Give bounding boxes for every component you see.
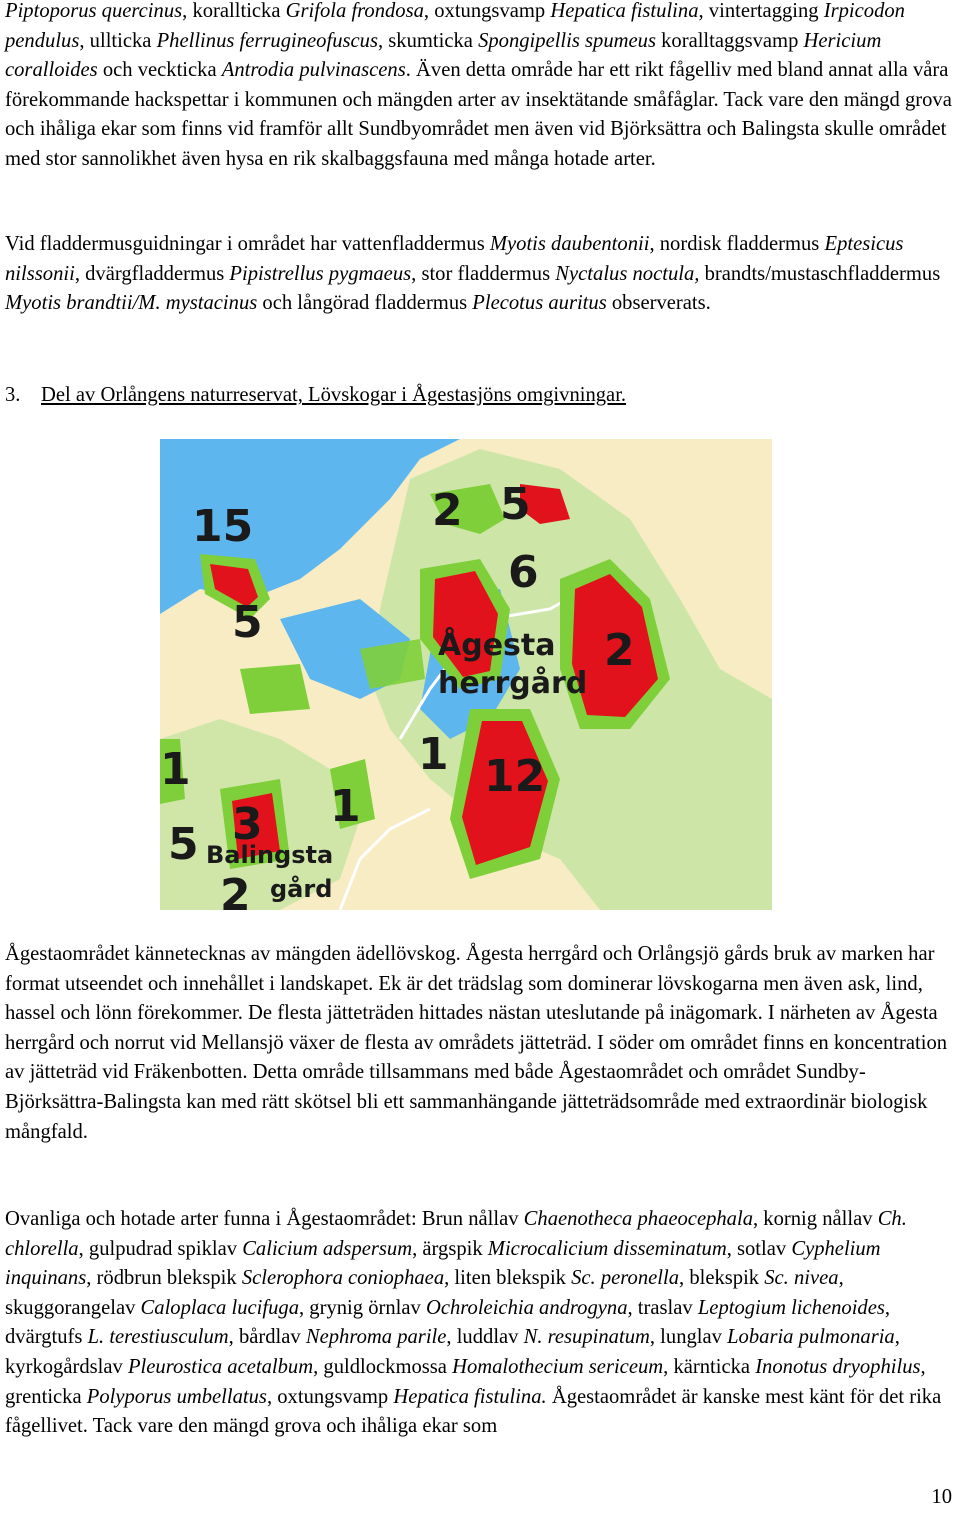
text-run: , traslav: [627, 1296, 698, 1319]
text-run: Vid fladdermusguidningar i området har vattenfladdermus: [5, 233, 490, 255]
text-run: , ärgspik: [412, 1237, 488, 1260]
text-run: , lunglav: [649, 1326, 728, 1349]
count-label: 15: [192, 501, 254, 552]
text-run: , vintertagging: [698, 0, 824, 22]
place-label-herrgard: herrgård: [438, 666, 588, 701]
text-run: , gulpudrad spiklav: [78, 1237, 243, 1260]
italic-species-name: Inonotus dryophilus: [755, 1355, 921, 1378]
italic-species-name: N. resupinatum: [523, 1326, 650, 1349]
text-run: , ullticka: [79, 29, 157, 52]
area-buffer: [240, 664, 310, 714]
italic-species-name: Nyctalus noctula,: [555, 262, 700, 285]
italic-species-name: Chaenotheca phaeocephala: [523, 1208, 753, 1230]
text-run: , kornig nållav: [753, 1208, 878, 1230]
text-run: , oxtungsvamp: [266, 1385, 394, 1408]
italic-species-name: Leptogium lichenoides: [697, 1296, 885, 1319]
text-run: , blekspik: [679, 1267, 765, 1290]
page-number: 10: [931, 1486, 952, 1508]
text-run: , grynig örnlav: [299, 1296, 426, 1319]
text-run: , oxtungsvamp: [423, 0, 551, 22]
text-run: , bårdlav: [228, 1326, 306, 1349]
italic-species-name: Piptoporus quercinus: [5, 0, 183, 22]
text-run: koralltaggsvamp: [655, 29, 804, 52]
italic-species-name: Plecotus auritus: [472, 292, 607, 315]
count-label: 2: [432, 485, 463, 536]
text-run: , dvärgtufs: [5, 1296, 891, 1349]
italic-species-name: Lobaria pulmonaria: [727, 1326, 895, 1349]
count-label: 3: [232, 799, 263, 850]
text-run: observerats.: [606, 292, 711, 315]
text-run: Ågestaområdet är kanske mest känt för det rika fågellivet. Tack vare den mängd grova och ihåliga ekar som: [5, 1385, 942, 1438]
section-heading: [5, 381, 626, 411]
intro-paragraph: [5, 0, 955, 175]
place-label-balingsta: Balingsta: [206, 841, 334, 869]
italic-species-name: Calicium adspersum: [242, 1237, 413, 1260]
italic-species-name: Eptesicus nilssonii: [5, 233, 904, 285]
count-label: 2: [604, 625, 635, 676]
italic-species-name: Phellinus ferrugineofuscus: [156, 29, 378, 52]
italic-species-name: Cyphelium inquinans: [5, 1237, 881, 1290]
text-run: och veckticka: [97, 59, 222, 82]
italic-species-name: Pleurostica acetalbum: [127, 1355, 314, 1378]
italic-species-name: Caloplaca lucifuga: [140, 1296, 299, 1319]
text-run: , grenticka: [5, 1355, 926, 1408]
bat-paragraph: [5, 230, 955, 319]
count-label: 5: [168, 819, 199, 870]
italic-species-name: Microcalicium disseminatum: [487, 1237, 727, 1260]
count-label: 1: [330, 781, 361, 832]
count-label: 12: [484, 751, 546, 802]
agesta-map: [160, 439, 772, 910]
text-run: , luddlav: [446, 1326, 524, 1349]
italic-species-name: Ochroleichia androgyna: [425, 1296, 628, 1319]
text-run: , stor fladdermus: [411, 262, 556, 285]
count-label: 1: [160, 744, 191, 795]
place-label-gard: gård: [270, 875, 333, 903]
text-run: , sotlav: [726, 1237, 792, 1260]
text-run: , liten blekspik: [444, 1267, 572, 1290]
italic-species-name: Ch. chlorella: [5, 1208, 907, 1260]
italic-species-name: Spongipellis spumeus: [478, 29, 656, 52]
place-label-agesta: Ågesta: [438, 628, 556, 663]
italic-species-name: Homalothecium sericeum: [452, 1355, 664, 1378]
text-run: , kyrkogårdslav: [5, 1326, 900, 1378]
italic-species-name: Sc. nivea: [764, 1267, 839, 1290]
text-run: , kärnticka: [663, 1355, 756, 1378]
text-run: , guldlockmossa: [313, 1355, 453, 1378]
italic-species-name: Antrodia pulvinascens: [221, 59, 406, 82]
italic-species-name: Sc. peronella: [571, 1267, 680, 1290]
italic-species-name: Polyporus umbellatus: [86, 1385, 267, 1408]
text-run: och långörad fladdermus: [257, 292, 473, 315]
text-run: , korallticka: [182, 0, 286, 22]
text-run: Ågestaområdet kännetecknas av mängden ädellövskog. Ågesta herrgård och Orlångsjö gårds bruk av marken har format utseendet och innehållet i landskapet. Ek är det trädslag som dominerar lövskogarna men även ask, lind, hassel och lönn förekommer. De flesta jätteträden hittades nästan uteslutande på inägomark. I närheten av Ågesta herrgård och norrut vid Mellansjö växer de flesta av områdets jätteträd. I söder om området finns en koncentration av jätteträd vid Fräkenbotten. Detta område tillsammans med både Ågestaområdet och området Sundby-Björksättra-Balingsta kan med rätt skötsel bli ett sammanhängande jätteträdsområde med extraordinär biologisk mångfald.: [5, 943, 948, 1143]
text-run: Ovanliga och hotade arter funna i Ågestaområdet: Brun nållav: [5, 1208, 524, 1230]
text-run: brandts/mustaschfladdermus: [699, 262, 941, 285]
description-paragraph: [5, 940, 955, 1147]
section-title: Del av Orlångens naturreservat, Lövskogar i Ågestasjöns omgivningar.: [41, 384, 627, 406]
italic-species-name: Hepatica fistulina.: [393, 1385, 547, 1408]
text-run: , skuggorangelav: [5, 1267, 844, 1319]
count-label: 5: [232, 597, 263, 648]
italic-species-name: Hericium coralloides: [5, 29, 882, 82]
italic-species-name: Pipistrellus pygmaeus: [229, 262, 412, 285]
count-label: 6: [508, 547, 539, 598]
italic-species-name: L. terestiusculum: [87, 1326, 229, 1349]
text-run: , rödbrun blekspik: [86, 1267, 242, 1290]
italic-species-name: Myotis daubentonii: [489, 233, 650, 255]
species-paragraph: [5, 1205, 955, 1442]
count-label: 5: [500, 479, 531, 530]
italic-species-name: Hepatica fistulina: [550, 0, 699, 22]
text-run: , nordisk fladdermus: [649, 233, 825, 255]
italic-species-name: Sclerophora coniophaea: [241, 1267, 445, 1290]
count-label: 1: [418, 729, 449, 780]
italic-species-name: Nephroma parile: [305, 1326, 447, 1349]
text-run: , dvärgfladdermus: [74, 262, 230, 285]
count-label: 2: [220, 870, 251, 910]
text-run: . Även detta område har ett rikt fågelliv med bland annat alla våra förekommande hackspettar i kommunen och mängden arter av insektätande småfåglar. Tack vare den mängd grova och ihåliga ekar som finns vid framför allt Sundbyområdet men även vid Björksättra och Balingsta skulle området med stor sannolikhet även hysa en rik skalbaggsfauna med många hotade arter.: [5, 59, 952, 170]
italic-species-name: Grifola frondosa: [285, 0, 424, 22]
italic-species-name: Myotis brandtii/M. mystacinus: [5, 292, 258, 315]
section-number: 3.: [5, 384, 21, 406]
text-run: , skumticka: [377, 29, 479, 52]
italic-species-name: Irpicodon pendulus: [5, 0, 905, 52]
